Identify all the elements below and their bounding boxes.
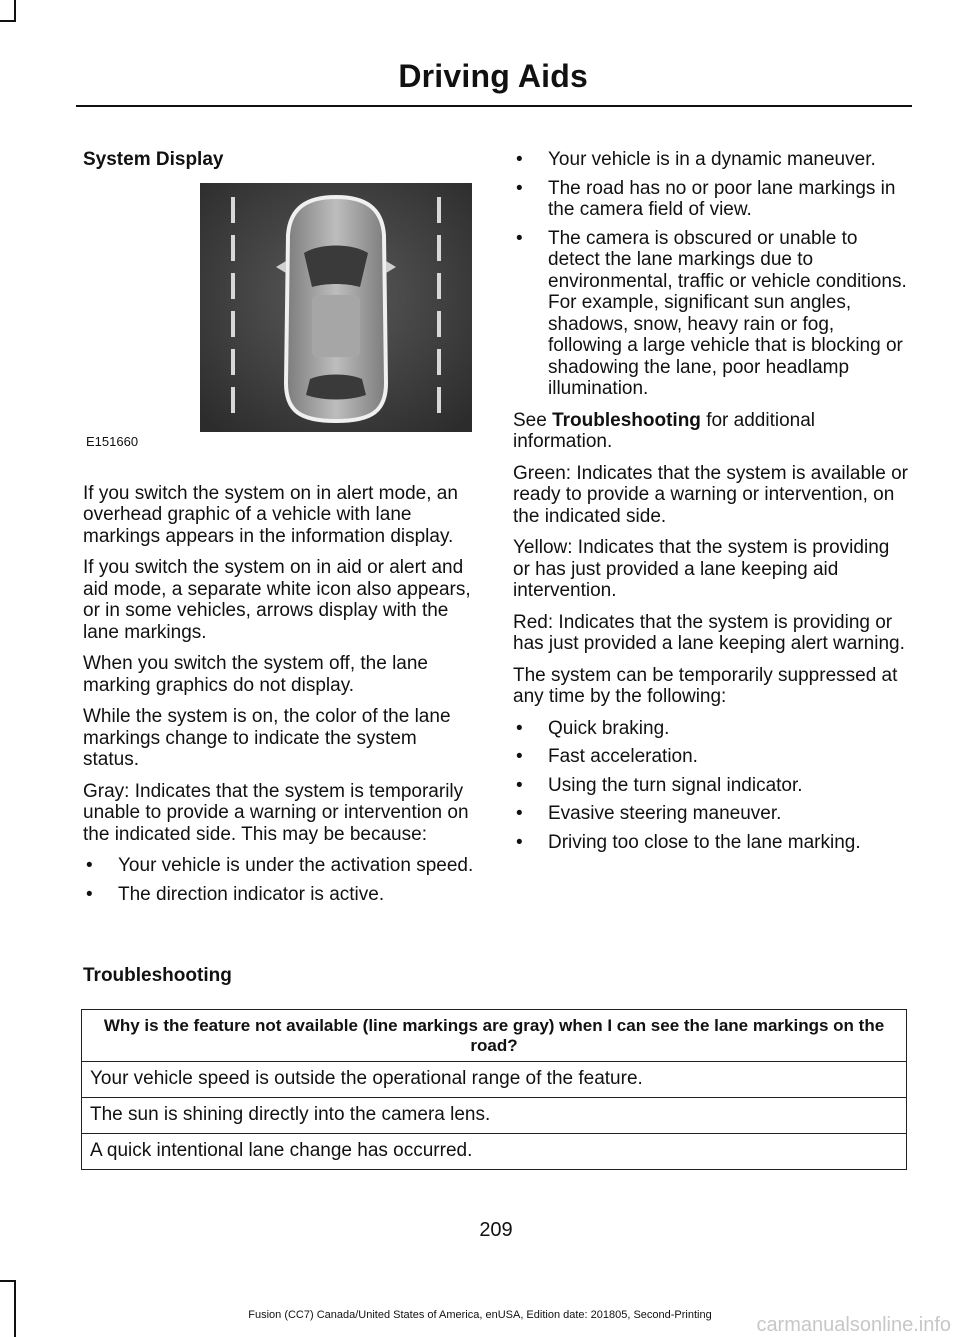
list-item: • Your vehicle is under the activation speed.: [83, 855, 476, 877]
figure-label: E151660: [86, 433, 139, 449]
table-cell: The sun is shining directly into the camera lens.: [82, 1098, 907, 1134]
right-column: [513, 149, 909, 863]
paragraph: Green: Indicates that the system is available or ready to provide a warning or intervention, on the indicated side.: [513, 462, 908, 527]
page-title: Driving Aids: [398, 58, 588, 94]
paragraph: When you switch the system off, the lane marking graphics do not display.: [83, 653, 428, 696]
bullet-list: [83, 855, 476, 905]
see-prefix: See: [513, 409, 553, 431]
list-item: • Your vehicle is in a dynamic maneuver.: [513, 149, 909, 171]
paragraph: Yellow: Indicates that the system is providing or has just provided a lane keeping aid intervention.: [513, 537, 890, 601]
troubleshooting-table: [81, 1009, 907, 1170]
bullet-list: [513, 149, 909, 400]
troubleshooting-reference: Troubleshooting: [552, 409, 701, 431]
list-item: • Driving too close to the lane marking.: [513, 832, 909, 854]
section-heading: System Display: [83, 149, 224, 170]
paragraph: If you switch the system on in alert mode, an overhead graphic of a vehicle with lane markings appears in the information display.: [83, 482, 458, 547]
paragraph: While the system is on, the color of the lane markings change to indicate the system status.: [83, 706, 451, 770]
paragraph: The system can be temporarily suppressed at any time by the following:: [513, 664, 898, 707]
table-row: [82, 1134, 907, 1170]
table-header: Why is the feature not available (line markings are gray) when I can see the lane markings on the road?: [82, 1010, 907, 1062]
table-header-row: [82, 1010, 907, 1062]
page-number: 209: [479, 1219, 513, 1241]
header-divider: [76, 105, 912, 107]
list-item: • Using the turn signal indicator.: [513, 775, 909, 797]
list-item: • Evasive steering maneuver.: [513, 803, 909, 825]
paragraph: Red: Indicates that the system is providing or has just provided a lane keeping alert warning.: [513, 611, 905, 654]
list-item: • Quick braking.: [513, 718, 909, 740]
footer-text: Fusion (CC7) Canada/United States of America, enUSA, Edition date: 201805, Second-Printing: [248, 1309, 712, 1321]
crop-mark: [14, 0, 16, 22]
table-cell: A quick intentional lane change has occurred.: [82, 1134, 907, 1170]
lane-display-graphic: [200, 183, 472, 432]
list-item: • The direction indicator is active.: [83, 884, 476, 906]
paragraph: If you switch the system on in aid or alert and aid mode, a separate white icon also appears, or in some vehicles, arrows display with the lane markings.: [83, 557, 471, 643]
list-item: • The road has no or poor lane markings in the camera field of view.: [513, 178, 909, 221]
paragraph: Gray: Indicates that the system is temporarily unable to provide a warning or intervention on the indicated side. This may be because:: [83, 780, 469, 845]
bullet-list: [513, 718, 909, 854]
table-row: [82, 1098, 907, 1134]
system-display-figure: [83, 183, 476, 459]
watermark[interactable]: carmanualsonline.info: [756, 1314, 951, 1336]
crop-mark: [0, 20, 16, 22]
table-row: [82, 1062, 907, 1098]
table-cell: Your vehicle speed is outside the operational range of the feature.: [82, 1062, 907, 1098]
troubleshooting-heading: Troubleshooting: [83, 965, 232, 986]
paragraph: [513, 410, 909, 453]
left-column: [83, 149, 476, 915]
crop-mark: [0, 1280, 16, 1282]
list-item: • The camera is obscured or unable to detect the lane markings due to environmental, traffic or vehicle conditions. For example, significant sun angles, shadows, snow, heavy rain or fog, following a large vehicle that is blocking or shadowing the lane, poor headlamp illumination.: [513, 228, 909, 400]
list-item: • Fast acceleration.: [513, 746, 909, 768]
see-suffix: for additional information.: [513, 409, 815, 452]
